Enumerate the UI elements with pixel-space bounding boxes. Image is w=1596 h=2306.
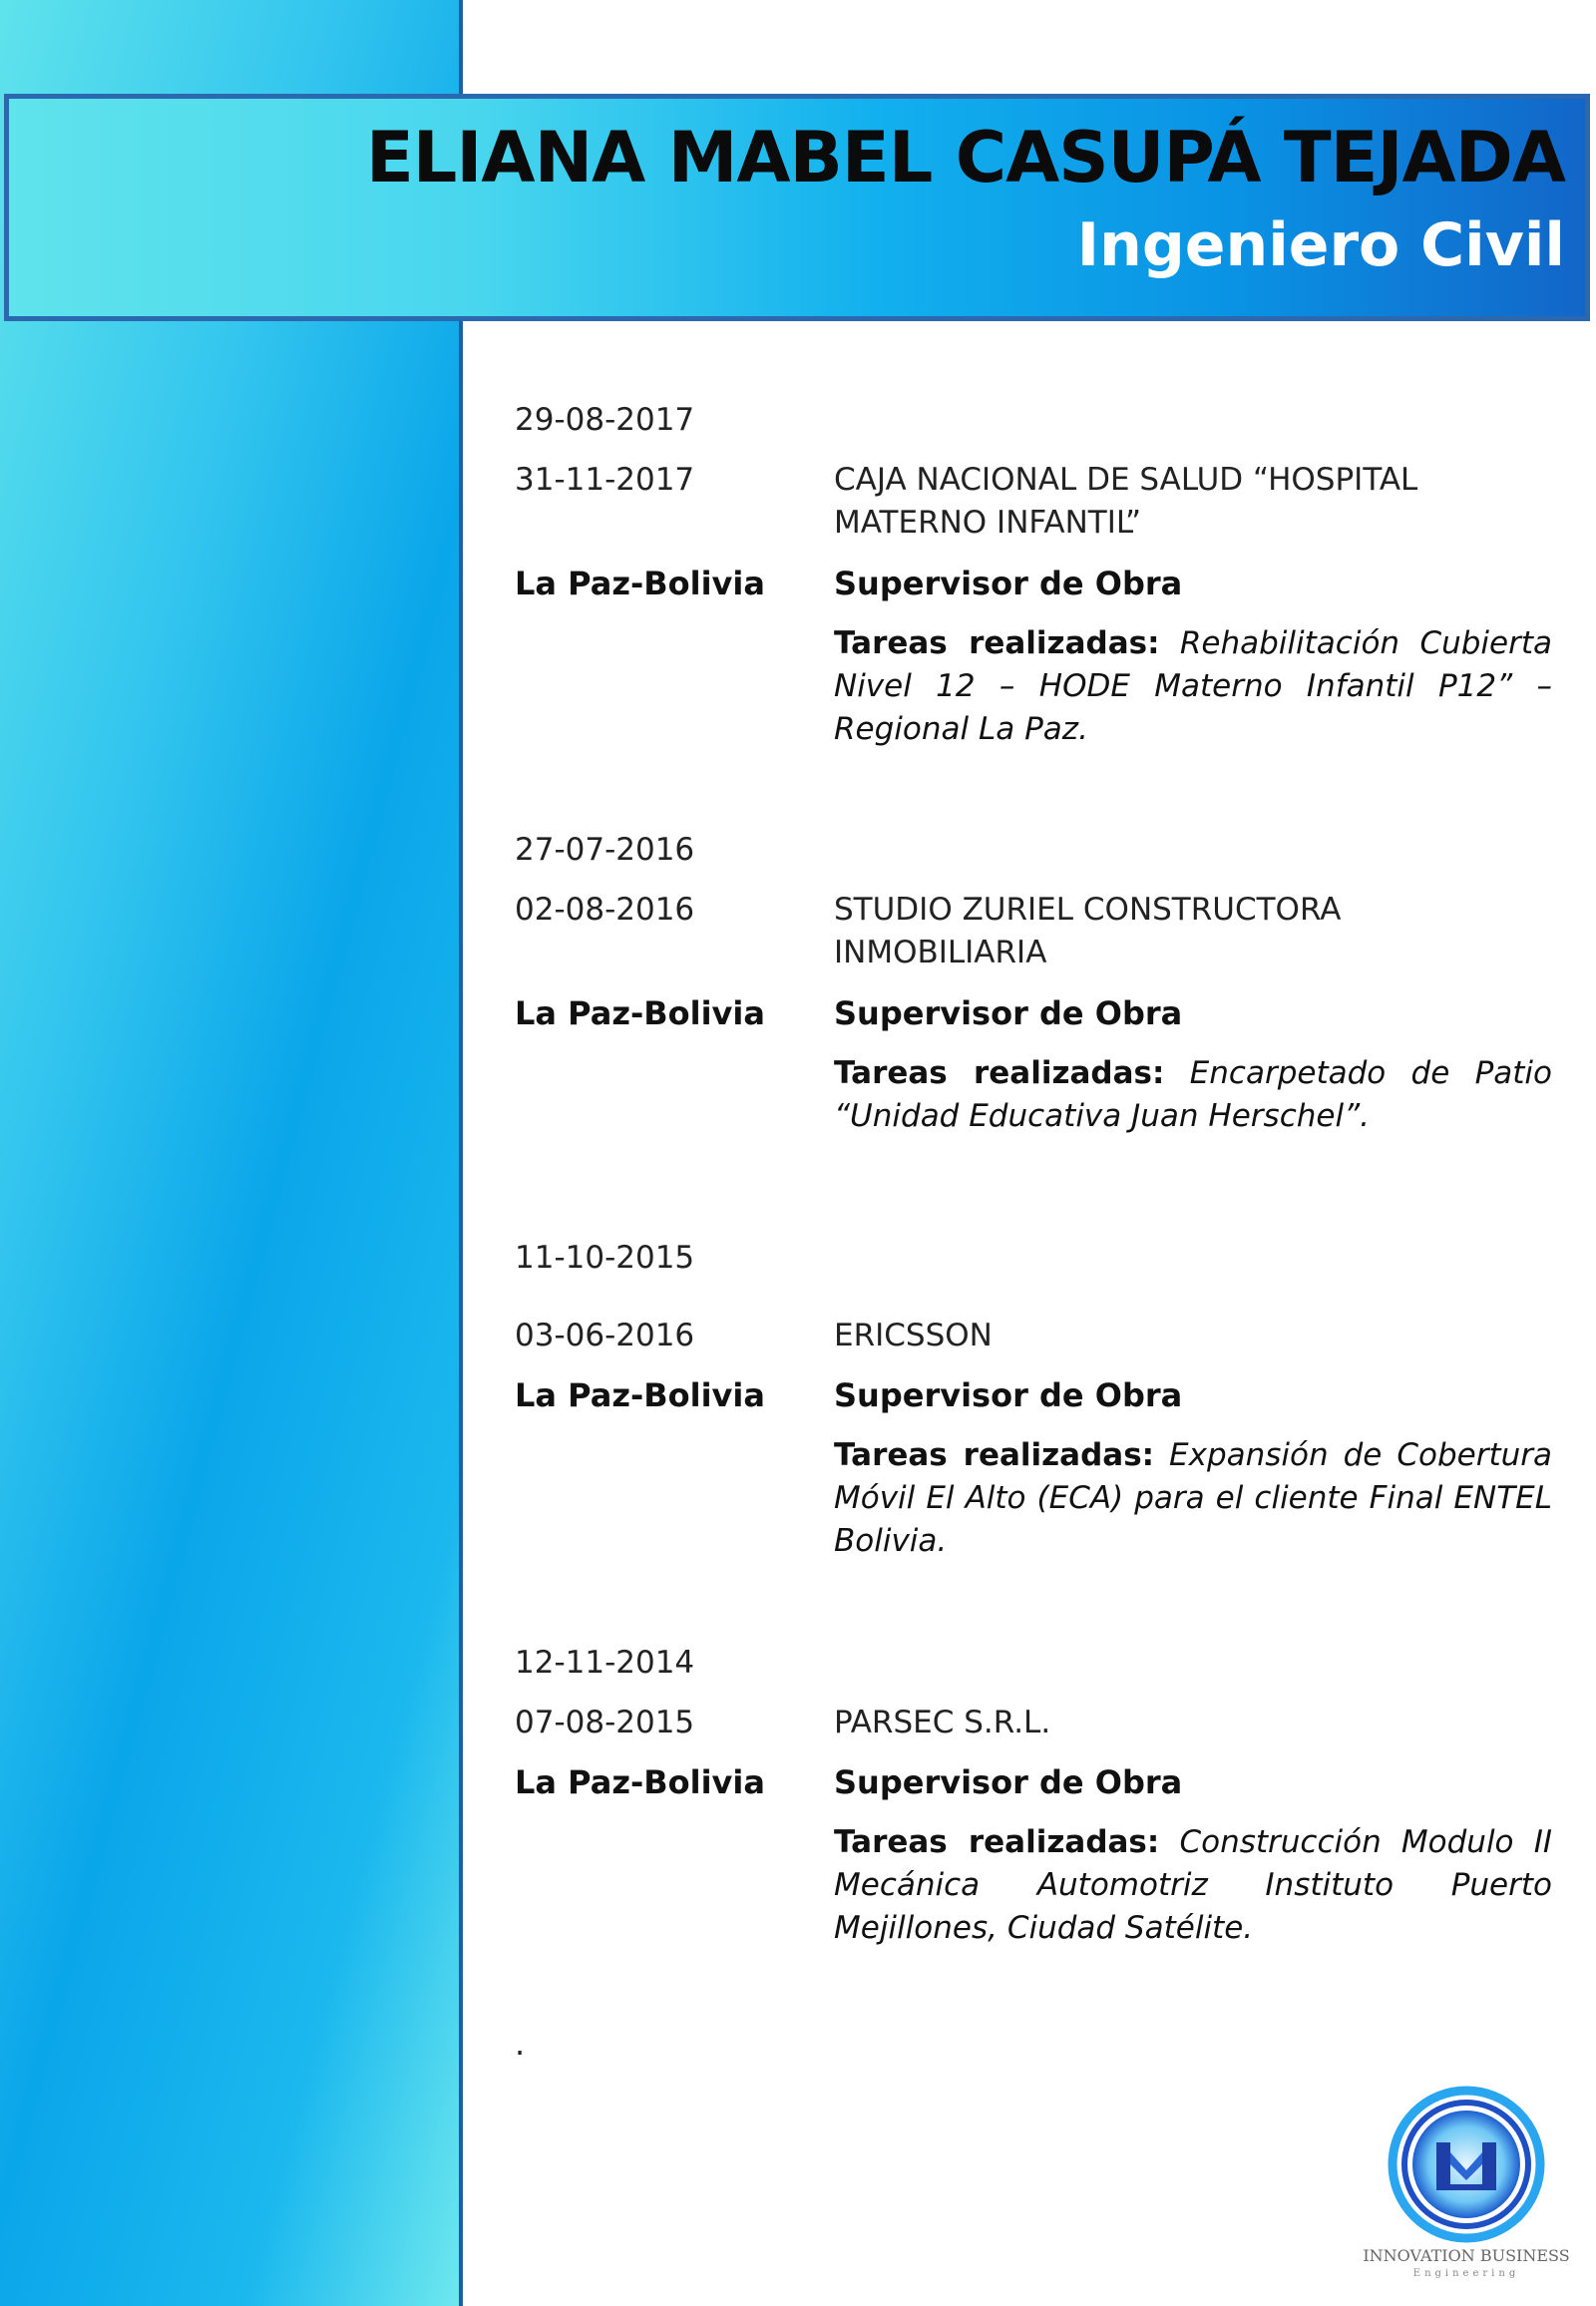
tasks-label: Tareas realizadas:	[834, 1055, 1165, 1091]
tasks-text: Construcción Modulo II Mecánica Automotriz Instituto Puerto Mejillones, Ciudad Satélite.	[834, 1824, 1552, 1946]
start-date: 12-11-2014	[515, 1645, 695, 1681]
experience-entry	[515, 1642, 1552, 1950]
company-logo	[1357, 2075, 1576, 2289]
tasks-description	[834, 1052, 1552, 1138]
start-date: 11-10-2015	[515, 1240, 695, 1276]
innovation-business-logo-icon	[1357, 2075, 1576, 2244]
sidebar-decoration	[0, 0, 463, 2306]
company-name: CAJA NACIONAL DE SALUD “HOSPITAL MATERNO INFANTIL”	[834, 462, 1418, 541]
start-date: 27-07-2016	[515, 832, 695, 868]
position-title: Supervisor de Obra	[834, 1376, 1183, 1414]
company-name: PARSEC S.R.L.	[834, 1705, 1051, 1740]
experience-entry	[515, 829, 1552, 1138]
company-name: ERICSSON	[834, 1318, 993, 1353]
position-title: Supervisor de Obra	[834, 1763, 1183, 1801]
end-date: 31-11-2017	[515, 462, 695, 498]
location: La Paz-Bolivia	[515, 1376, 765, 1414]
location: La Paz-Bolivia	[515, 565, 765, 602]
experience-entry	[515, 1237, 1552, 1563]
tasks-text: Encarpetado de Patio “Unidad Educativa Juan Herschel”.	[834, 1055, 1552, 1134]
end-date: 03-06-2016	[515, 1318, 695, 1353]
company-name: STUDIO ZURIEL CONSTRUCTORA INMOBILIARIA	[834, 892, 1342, 970]
tasks-label: Tareas realizadas:	[834, 1437, 1155, 1473]
location: La Paz-Bolivia	[515, 994, 765, 1032]
tasks-description	[834, 1434, 1552, 1563]
position-title: Supervisor de Obra	[834, 994, 1183, 1032]
end-date: 02-08-2016	[515, 892, 695, 928]
candidate-name: ELIANA MABEL CASUPÁ TEJADA	[365, 117, 1565, 198]
location: La Paz-Bolivia	[515, 1763, 765, 1801]
experience-entry	[515, 399, 1552, 751]
tasks-label: Tareas realizadas:	[834, 625, 1160, 661]
candidate-role: Ingeniero Civil	[1076, 210, 1565, 280]
tasks-description	[834, 622, 1552, 751]
logo-subtext: Engineering	[1412, 2268, 1520, 2279]
trailing-mark: .	[515, 2025, 526, 2063]
tasks-text: Rehabilitación Cubierta Nivel 12 – HODE Materno Infantil P12” – Regional La Paz.	[834, 625, 1552, 747]
header-banner	[4, 94, 1590, 321]
tasks-label: Tareas realizadas:	[834, 1824, 1160, 1860]
position-title: Supervisor de Obra	[834, 565, 1183, 602]
end-date: 07-08-2015	[515, 1705, 695, 1740]
logo-text: INNOVATION BUSINESS	[1363, 2246, 1570, 2265]
tasks-text: Expansión de Cobertura Móvil El Alto (ECA) para el cliente Final ENTEL Bolivia.	[834, 1437, 1552, 1559]
tasks-description	[834, 1821, 1552, 1950]
start-date: 29-08-2017	[515, 402, 695, 438]
